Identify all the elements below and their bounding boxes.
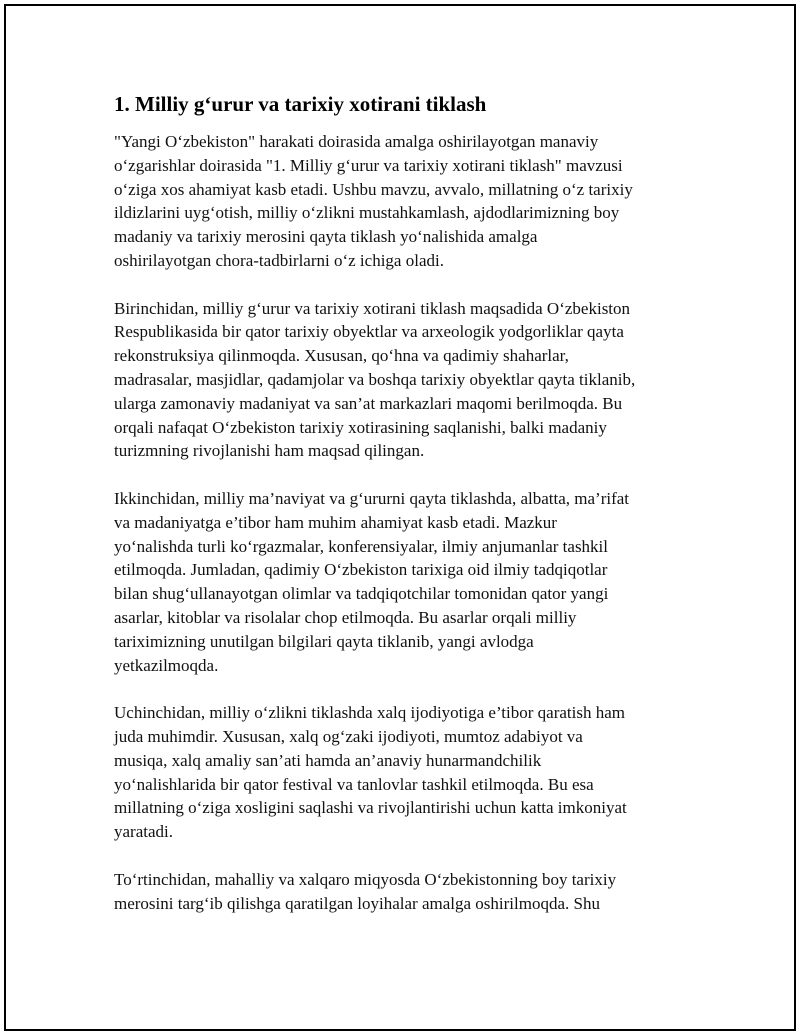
text-line: tariximizning unutilgan bilgilari qayta tiklanib, yangi avlodga <box>114 631 534 651</box>
text-line: bilan shug‘ullanayotgan olimlar va tadqiqotchilar tomonidan qator yangi <box>114 584 609 604</box>
text-line: va madaniyatga e’tibor ham muhim ahamiyat kasb etadi. Mazkur <box>114 512 557 532</box>
text-line: rekonstruksiya qilinmoqda. Xususan, qo‘hna va qadimiy shaharlar, <box>114 346 569 366</box>
text-line: oshirilayotgan chora-tadbirlarni o‘z ichiga oladi. <box>114 250 444 270</box>
section-heading: 1. Milliy g‘urur va tarixiy xotirani tiklash <box>114 92 487 116</box>
text-line: Birinchidan, milliy g‘urur va tarixiy xotirani tiklash maqsadida O‘zbekiston <box>114 298 631 318</box>
text-line: o‘zgarishlar doirasida "1. Milliy g‘urur va tarixiy xotirani tiklash" mavzusi <box>114 155 623 175</box>
text-line: merosini targ‘ib qilishga qaratilgan loyihalar amalga oshirilmoqda. Shu <box>114 893 600 913</box>
text-line: madrasalar, masjidlar, qadamjolar va boshqa tarixiy obyektlar qayta tiklanib, <box>114 369 636 389</box>
text-line: yo‘nalishda turli ko‘rgazmalar, konferensiyalar, ilmiy anjumanlar tashkil <box>114 536 609 556</box>
text-line: orqali nafaqat O‘zbekiston tarixiy xotirasining saqlanishi, balki madaniy <box>114 417 607 437</box>
text-line: asarlar, kitoblar va risolalar chop etilmoqda. Bu asarlar orqali milliy <box>114 607 577 627</box>
text-line: yaratadi. <box>114 822 173 842</box>
text-line: madaniy va tarixiy merosini qayta tiklash yo‘nalishida amalga <box>114 227 538 247</box>
paragraph-intro <box>114 130 684 273</box>
text-line: turizmning rivojlanishi ham maqsad qilingan. <box>114 441 425 461</box>
text-line: yo‘nalishlarida bir qator festival va tanlovlar tashkil etilmoqda. Bu esa <box>114 774 594 794</box>
text-line: "Yangi O‘zbekiston" harakati doirasida amalga oshirilayotgan manaviy <box>114 132 599 151</box>
text-line: etilmoqda. Jumladan, qadimiy O‘zbekiston tarixiga oid ilmiy tadqiqotlar <box>114 560 608 580</box>
paragraph-third <box>114 701 684 844</box>
paragraph-second <box>114 487 684 677</box>
text-line: millatning o‘ziga xosligini saqlashi va rivojlantirishi uchun katta imkoniyat <box>114 798 627 818</box>
text-line: To‘rtinchidan, mahalliy va xalqaro miqyosda O‘zbekistonning boy tarixiy <box>114 869 617 889</box>
text-line: yetkazilmoqda. <box>114 655 219 675</box>
text-line: juda muhimdir. Xususan, xalq og‘zaki ijodiyoti, mumtoz adabiyot va <box>114 726 583 746</box>
paragraph-first <box>114 297 684 464</box>
text-line: Ikkinchidan, milliy ma’naviyat va g‘ururni qayta tiklashda, albatta, ma’rifat <box>114 488 630 508</box>
paragraph-fourth <box>114 868 684 916</box>
text-line: o‘ziga xos ahamiyat kasb etadi. Ushbu mavzu, avvalo, millatning o‘z tarixiy <box>114 179 633 199</box>
document-body <box>114 90 684 939</box>
text-line: ildizlarini uyg‘otish, milliy o‘zlikni mustahkamlash, ajdodlarimizning boy <box>114 203 620 223</box>
text-line: ularga zamonaviy madaniyat va san’at markazlari maqomi berilmoqda. Bu <box>114 393 623 413</box>
text-line: Respublikasida bir qator tarixiy obyektlar va arxeologik yodgorliklar qayta <box>114 322 624 342</box>
text-line: musiqa, xalq amaliy san’ati hamda an’anaviy hunarmandchilik <box>114 750 542 770</box>
text-line: Uchinchidan, milliy o‘zlikni tiklashda xalq ijodiyotiga e’tibor qaratish ham <box>114 703 625 723</box>
